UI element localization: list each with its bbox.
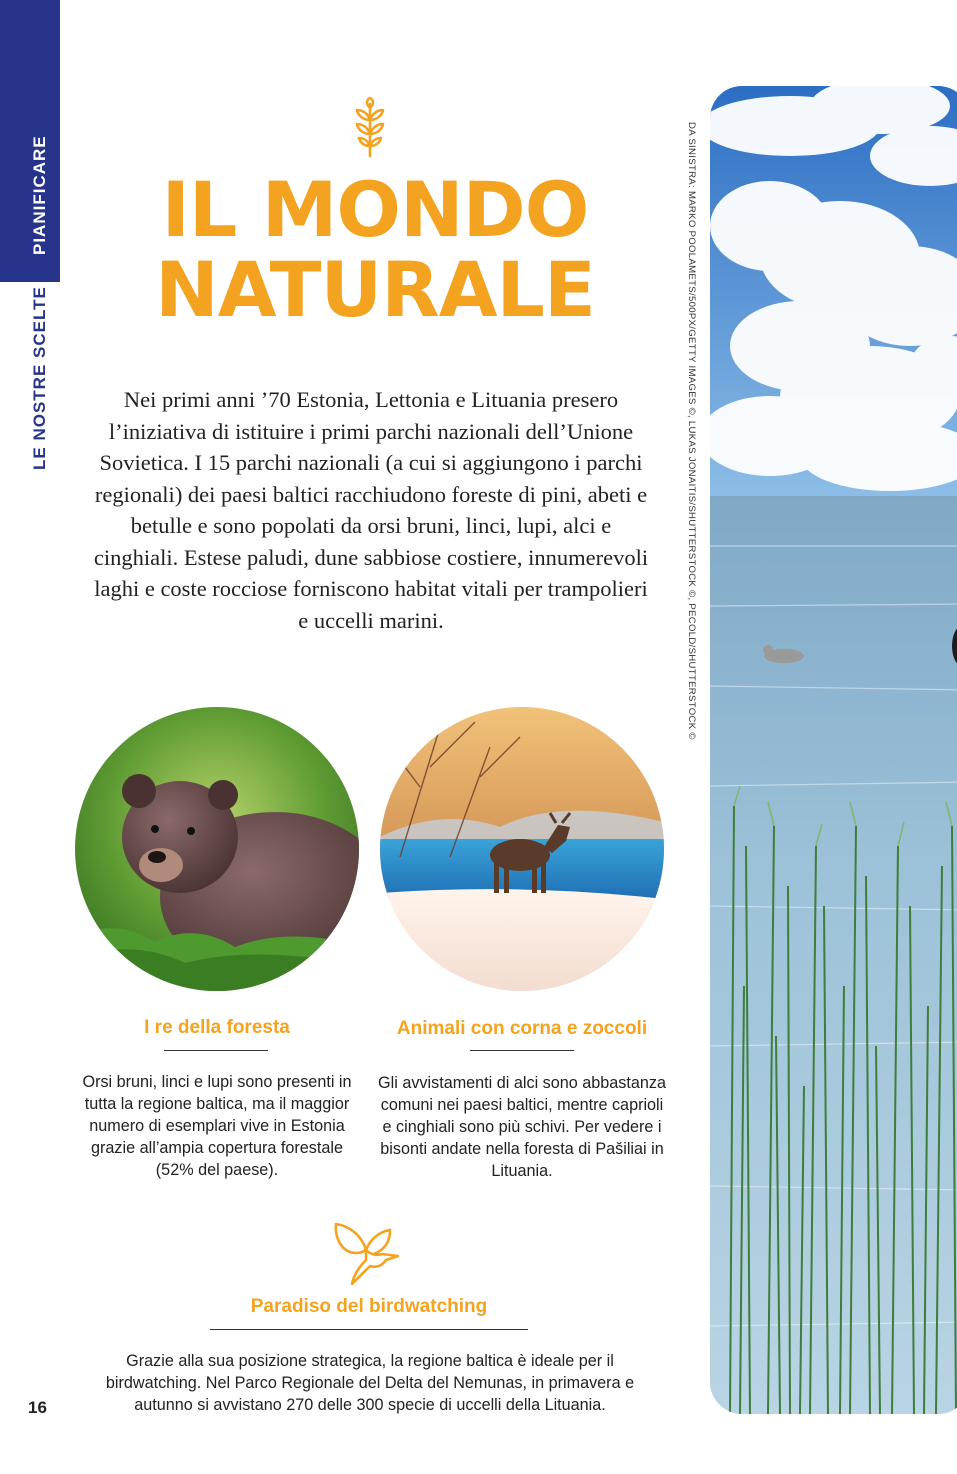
bear-photo (75, 707, 359, 991)
intro-paragraph: Nei primi anni ’70 Estonia, Lettonia e Lituania presero l’iniziativa di istituire i primi parchi nazionali dell’Unione Sovietica. I 15 parchi nazionali (a cui si aggiungono i parchi regionali) dei paesi baltici racchiudono foreste di pini, abeti e betulle e sono popolati da orsi bruni, linci, lupi, alci e cinghiali. Estese paludi, dune sabbiose costiere, innumerevoli laghi e coste rocciose forniscono habitat vitali per trampolieri e uccelli marini. (93, 387, 649, 633)
feature-rule (470, 1050, 574, 1051)
section-label: PIANIFICARE (30, 135, 49, 255)
feature-text-antlers: Gli avvistamenti di alci sono abbastanza comuni nei paesi baltici, mentre caprioli e cinghiali sono più schivi. Per vedere i bisonti andate nella foresta di Pašiliai in Lituania. (378, 1074, 666, 1180)
moose-photo (380, 707, 664, 991)
page-number: 16 (28, 1398, 47, 1417)
feature-title-birdwatching: Paradiso del birdwatching (250, 1296, 488, 1317)
feature-rule (164, 1050, 268, 1051)
wheat-icon (346, 96, 394, 158)
title-line-1: IL MONDO (161, 165, 589, 254)
subsection-label: LE NOSTRE SCELTE (30, 286, 49, 470)
feature-rule (210, 1329, 528, 1330)
photo-credit: DA SINISTRA: MARKO POOLAMETS/500PX/GETTY IMAGES ©, LUKAS JONAITIS/SHUTTERSTOCK ©, PECOLD/SHUTTERSTOCK © (686, 122, 697, 740)
feature-title-antlers: Animali con corna e zoccoli (396, 1018, 648, 1039)
feature-text-birdwatching: Grazie alla sua posizione strategica, la regione baltica è ideale per il birdwatching. Nel Parco Regionale del Delta del Nemunas, in primavera e autunno si avvistano 270 delle 300 specie di uccelli della Lituania. (105, 1352, 635, 1414)
feature-text-forest: Orsi bruni, linci e lupi sono presenti in tutta la regione baltica, ma il maggior numero di esemplari vive in Estonia grazie all’ampia copertura forestale (52% del paese). (82, 1073, 352, 1179)
lake-photo (710, 86, 957, 1414)
bird-icon (330, 1214, 404, 1288)
feature-title-forest: I re della foresta (144, 1017, 290, 1038)
page-title (110, 165, 640, 334)
title-line-2: NATURALE (155, 245, 595, 334)
